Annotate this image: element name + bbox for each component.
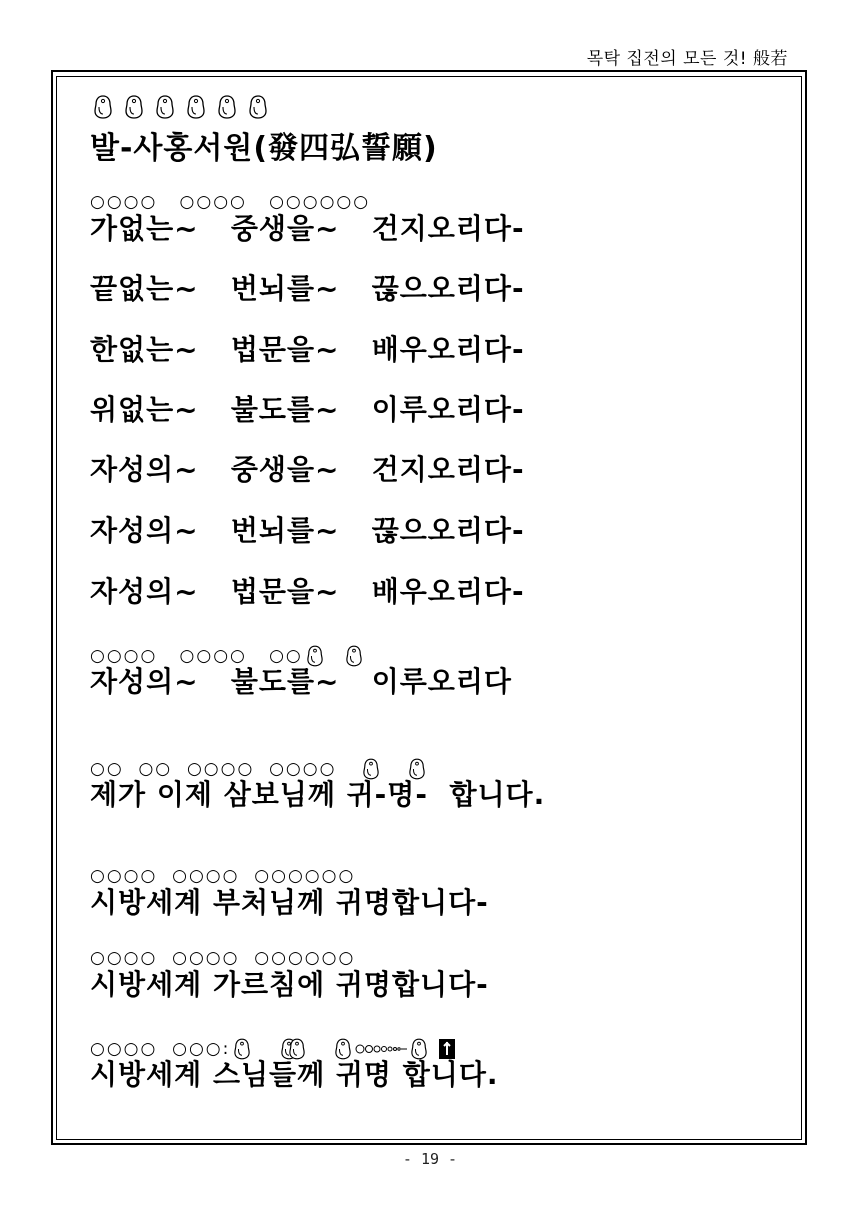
moktak-icon bbox=[411, 1038, 427, 1060]
moktak-icon bbox=[409, 758, 425, 780]
chant-line: 시방세계 부처님께 귀명합니다- bbox=[90, 886, 489, 919]
moktak-icon bbox=[234, 1038, 250, 1060]
chant-line: 시방세계 스님들께 귀명 합니다. bbox=[90, 1058, 499, 1091]
chant-line: 가없는~ 중생을~ 건지오리다- bbox=[90, 212, 525, 245]
moktak-icon bbox=[335, 1038, 351, 1060]
chant-line: 자성의~ 법문을~ 배우오리다- bbox=[90, 575, 525, 608]
moktak-icon bbox=[363, 758, 379, 780]
header-title: 목탁 집전의 모든 것! 般若 bbox=[586, 49, 788, 69]
beat-marks: ○○ ○○ ○○○○ ○○○○ bbox=[90, 758, 545, 778]
chant-line: 한없는~ 법문을~ 배우오리다- bbox=[90, 333, 525, 366]
moktak-icon bbox=[289, 1038, 305, 1060]
page-title: 발-사홍서원(發四弘誓願) bbox=[90, 131, 438, 166]
chant-line: 제가 이제 삼보님께 귀-명- 합니다. bbox=[90, 778, 546, 811]
moktak-icon bbox=[307, 645, 323, 667]
moktak-icon bbox=[125, 95, 143, 119]
moktak-icon bbox=[156, 95, 174, 119]
beat-marks: ○○○○ ○○○○ ○○○○○○ bbox=[90, 948, 356, 968]
chant-line: 자성의~ 불도를~ 이루오리다 bbox=[90, 665, 512, 698]
moktak-icon bbox=[218, 95, 236, 119]
chant-line: 자성의~ 번뇌를~ 끊으오리다- bbox=[90, 514, 525, 547]
chant-line: 시방세계 가르침에 귀명합니다- bbox=[90, 968, 489, 1001]
beat-sequence-icon bbox=[355, 1042, 407, 1056]
page-number: - 19 - bbox=[402, 1150, 458, 1168]
chant-line: 자성의~ 중생을~ 건지오리다- bbox=[90, 453, 525, 486]
bell-icon bbox=[438, 1038, 456, 1060]
beat-marks: ○○○○ ○○○○ ○○○○○○ bbox=[90, 192, 371, 212]
moktak-icon bbox=[346, 645, 362, 667]
beat-marks: ○○○○ ○○○○ ○○ bbox=[90, 645, 512, 665]
moktak-icon bbox=[249, 95, 267, 119]
moktak-icon bbox=[94, 95, 112, 119]
chant-line: 끝없는~ 번뇌를~ 끊으오리다- bbox=[90, 272, 525, 305]
beat-marks: ○○○○ ○○○○ ○○○○○○ bbox=[90, 866, 356, 886]
moktak-icon bbox=[187, 95, 205, 119]
moktak-icon-row bbox=[94, 95, 275, 119]
beat-marks: ○○○○ ○○○: bbox=[90, 1038, 499, 1058]
chant-line: 위없는~ 불도를~ 이루오리다- bbox=[90, 393, 525, 426]
